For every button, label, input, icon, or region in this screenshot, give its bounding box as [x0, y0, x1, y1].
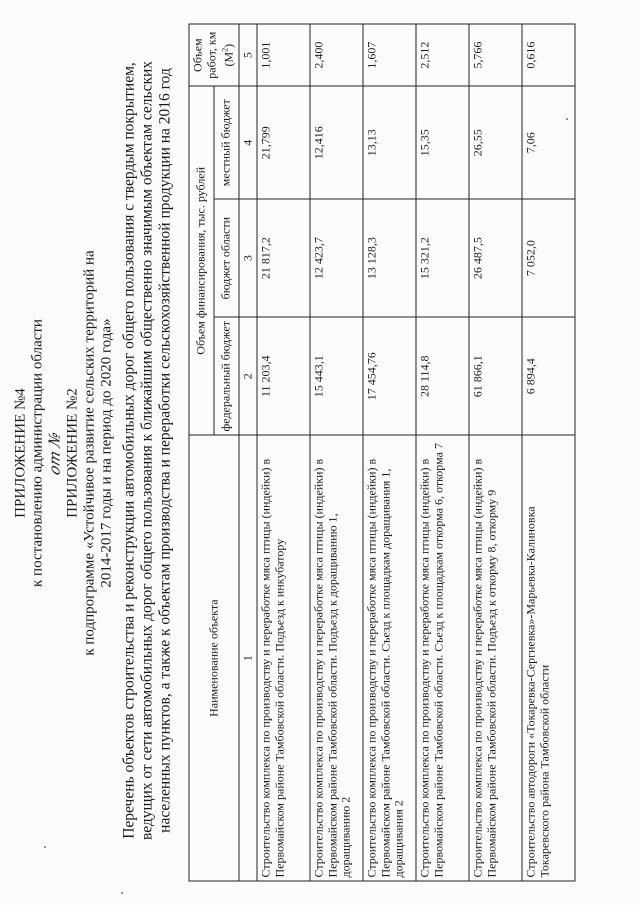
local-cell: 12,416	[310, 86, 363, 199]
object-name-cell: Строительство комплекса по производству и переработке мяса птицы (индейки) в Первомайском районе Тамбовской области. Подъезд к откорму 8, откорму 9	[469, 435, 522, 881]
decree-line: к постановлению администрации области	[29, 318, 45, 587]
subprogram-line-1: к подпрограмме «Устойчивое развитие сельских территорий на	[81, 249, 97, 656]
column-index: 3	[238, 199, 257, 317]
volume-cell: 1,607	[363, 24, 416, 86]
volume-cell: 0,616	[522, 24, 575, 86]
table-row	[522, 24, 575, 881]
column-index-row	[238, 24, 257, 881]
column-index: 5	[238, 24, 257, 86]
appendix-4-label: ПРИЛОЖЕНИЕ №4	[12, 387, 28, 518]
table-row	[363, 24, 416, 881]
local-cell: 21,799	[257, 86, 310, 199]
local-cell: 26,55	[469, 86, 522, 199]
regional-cell: 13 128,3	[363, 199, 416, 317]
header-volume-text: Объем работ, км (М	[190, 31, 235, 79]
object-name-cell: Строительство автодороги «Токаревка-Сергиевка»-Марьевка-Калиновка Токаревского района Тамбовской области	[522, 435, 575, 881]
object-name-cell: Строительство комплекса по производству и переработке мяса птицы (индейки) в Первомайском районе Тамбовской области. Подъезд к инкубатору	[257, 435, 310, 881]
column-index: 4	[238, 86, 257, 199]
regional-cell: 15 321,2	[416, 199, 469, 317]
header-financing: Объем финансирования, тыс. рублей	[189, 86, 214, 435]
volume-cell: 2,400	[310, 24, 363, 86]
column-index: 1	[238, 435, 257, 881]
table-header-row	[189, 24, 214, 881]
local-cell: 7,06	[522, 86, 575, 199]
subprogram-line-2: 2014-2017 годы и на период до 2020 года»	[98, 317, 114, 588]
regional-cell: 26 487,5	[469, 199, 522, 317]
federal-cell: 11 203,4	[257, 317, 310, 435]
header-volume-sup: 2	[220, 47, 229, 52]
title-line-3: населенных пунктов, а также к объектам производства и переработки сельскохозяйственной продукции на 2016 год	[156, 67, 173, 833]
header-volume-end: )	[221, 43, 235, 48]
federal-cell: 6 894,4	[522, 317, 575, 435]
table-row	[416, 24, 469, 881]
table-row	[310, 24, 363, 881]
object-name-cell: Строительство комплекса по производству и переработке мяса птицы (индейки) в Первомайском районе Тамбовской области. Съезд к площадкам доращивания 1, доращивания 2	[363, 435, 416, 881]
objects-table	[188, 23, 575, 881]
document-title	[120, 25, 174, 875]
object-name-cell: Строительство комплекса по производству и переработке мяса птицы (индейки) в Первомайском районе Тамбовской области. Подъезд к доращиванию 1, доращиванию 2	[310, 435, 363, 881]
column-index: 2	[238, 317, 257, 435]
header-regional: бюджет области	[213, 199, 238, 317]
title-line-2: ведущих от сети автомобильных дорог общего пользования к ближайшим общественно значимым объектам сельских	[138, 60, 155, 840]
regional-cell: 21 817,2	[257, 199, 310, 317]
local-cell: 15,35	[416, 86, 469, 199]
federal-cell: 61 866,1	[469, 317, 522, 435]
federal-cell: 28 114,8	[416, 317, 469, 435]
header-volume	[189, 24, 239, 86]
document-header	[12, 0, 115, 905]
regional-cell: 7 052,0	[522, 199, 575, 317]
appendix-2-label: ПРИЛОЖЕНИЕ №2	[64, 387, 80, 518]
table-row	[257, 24, 310, 881]
local-cell: 13,13	[363, 86, 416, 199]
object-name-cell: Строительство комплекса по производству и переработке мяса птицы (индейки) в Первомайском районе Тамбовской области. Съезд к площадкам откорма 6, откорма 7	[416, 435, 469, 881]
federal-cell: 15 443,1	[310, 317, 363, 435]
volume-cell: 5,766	[469, 24, 522, 86]
header-federal: федеральный бюджет	[213, 317, 238, 435]
federal-cell: 17 454,76	[363, 317, 416, 435]
volume-cell: 2,512	[416, 24, 469, 86]
table-row	[469, 24, 522, 881]
handwritten-signature: от №	[45, 428, 63, 477]
regional-cell: 12 423,7	[310, 199, 363, 317]
header-local: местный бюджет	[213, 86, 238, 199]
volume-cell: 1,001	[257, 24, 310, 86]
title-line-1: Перечень объектов строительства и реконструкции автомобильных дорог общего пользования с твердым покрытием,	[120, 61, 137, 839]
signature-date-line	[46, 0, 64, 905]
header-object-name: Наименование объекта	[189, 435, 239, 881]
